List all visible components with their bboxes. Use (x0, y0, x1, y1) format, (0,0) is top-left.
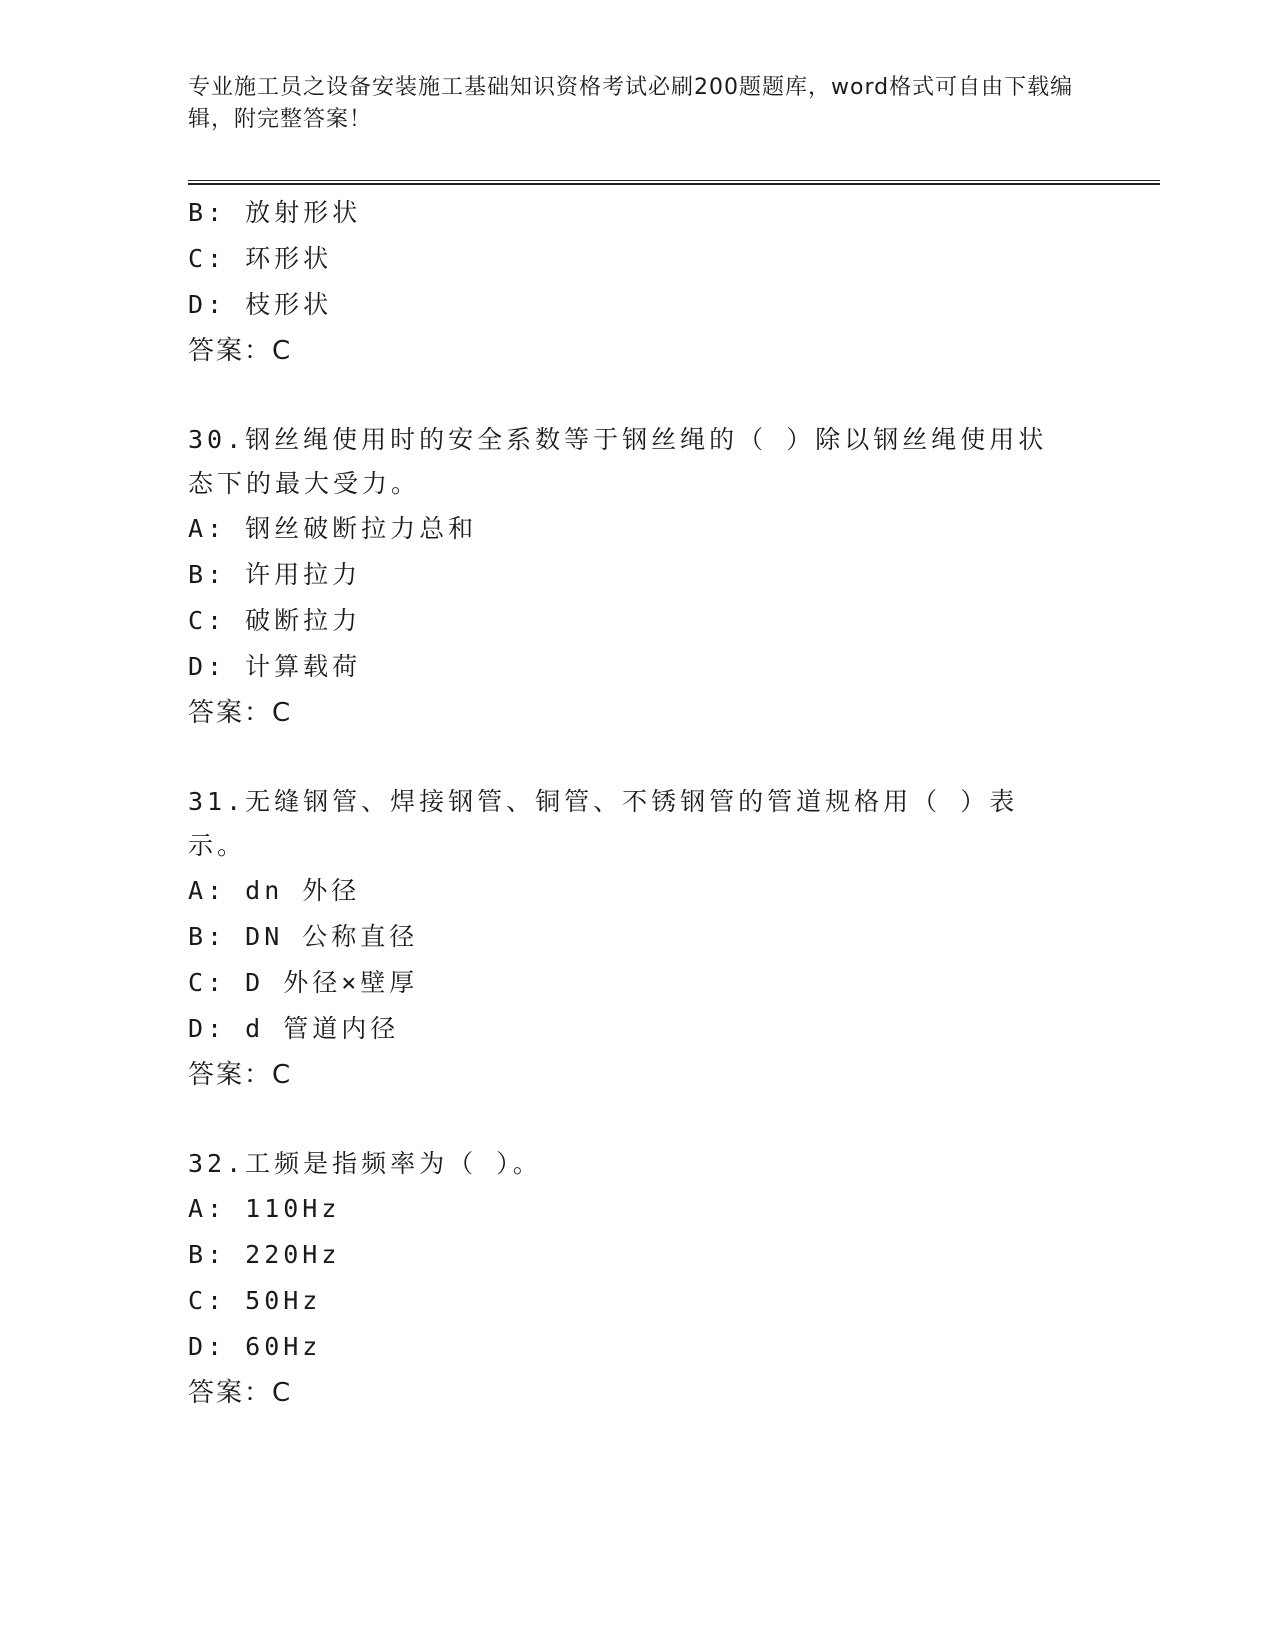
spacer (188, 1098, 1088, 1142)
question-text: 30.钢丝绳使用时的安全系数等于钢丝绳的（ ）除以钢丝绳使用状态下的最大受力。 (188, 425, 1048, 498)
option-c: C: 破断拉力 (188, 606, 362, 635)
option-a: A: dn 外径 (188, 876, 361, 905)
option-b: B: 许用拉力 (188, 560, 362, 589)
option-b: B: 220Hz (188, 1240, 341, 1269)
option-a: A: 110Hz (188, 1194, 341, 1223)
question-29-fragment (188, 190, 1088, 374)
question-text: 31.无缝钢管、焊接钢管、铜管、不锈钢管的管道规格用（ ）表示。 (188, 787, 1019, 860)
option-d: D: d 管道内径 (188, 1014, 400, 1043)
option-d: D: 枝形状 (188, 290, 333, 319)
option-b: B: 放射形状 (188, 198, 362, 227)
option-a: A: 钢丝破断拉力总和 (188, 514, 478, 543)
question-31 (188, 780, 1088, 1098)
document-header (188, 72, 1088, 136)
question-text: 32.工频是指频率为（ ）。 (188, 1149, 542, 1178)
option-c: C: 环形状 (188, 244, 333, 273)
option-d: D: 60Hz (188, 1332, 322, 1361)
option-c: C: 50Hz (188, 1286, 322, 1315)
answer-label: 答案：C (188, 1060, 293, 1090)
header-title: 专业施工员之设备安装施工基础知识资格考试必刷200题题库，word格式可自由下载编辑，附完整答案！ (188, 75, 1074, 132)
option-c: C: D 外径×壁厚 (188, 968, 419, 997)
question-30 (188, 418, 1088, 736)
option-b: B: DN 公称直径 (188, 922, 419, 951)
option-d: D: 计算载荷 (188, 652, 362, 681)
question-list (188, 190, 1088, 1416)
spacer (188, 736, 1088, 780)
header-divider-thick (188, 183, 1160, 185)
answer-label: 答案：C (188, 336, 293, 366)
header-divider-thin (188, 180, 1160, 181)
answer-label: 答案：C (188, 1378, 293, 1408)
spacer (188, 374, 1088, 418)
question-32 (188, 1142, 1088, 1416)
answer-label: 答案：C (188, 698, 293, 728)
